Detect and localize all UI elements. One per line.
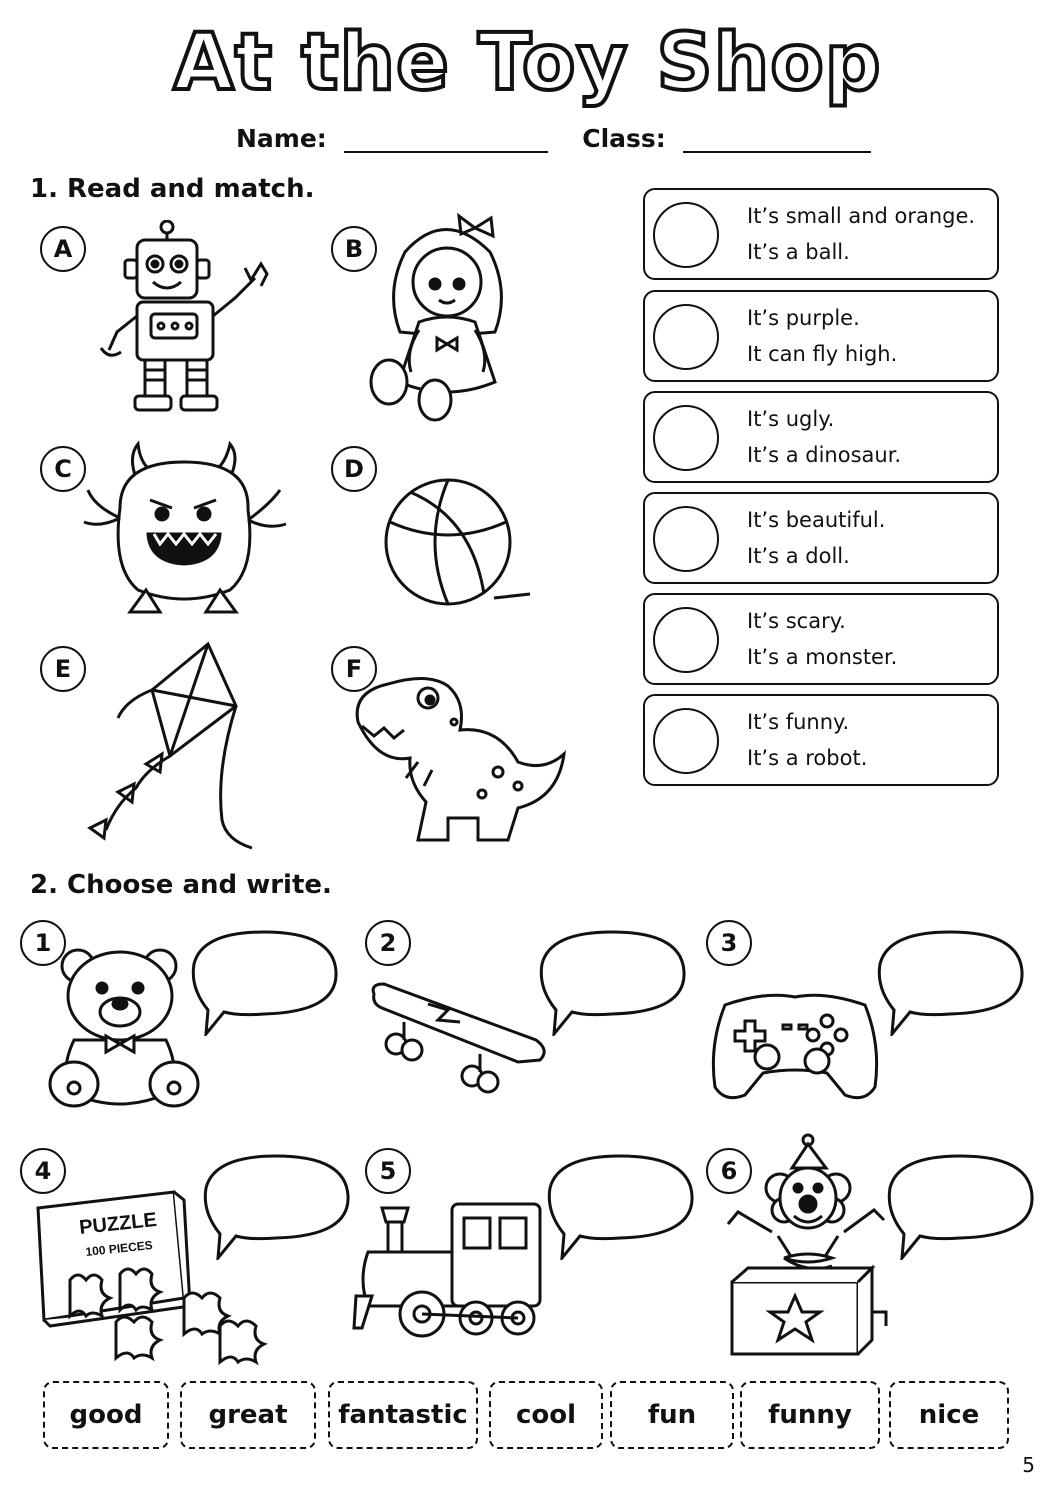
sentence-line: It’s small and orange. xyxy=(747,204,976,228)
sentence-card xyxy=(643,593,999,685)
answer-circle[interactable] xyxy=(653,708,719,774)
word-bank-fantastic[interactable]: fantastic xyxy=(328,1381,478,1449)
letter-f: F xyxy=(331,646,377,692)
answer-circle[interactable] xyxy=(653,202,719,268)
puzzle-box-title: PUZZLE xyxy=(78,1208,158,1239)
sentence-card xyxy=(643,694,999,786)
letter-b: B xyxy=(331,226,377,272)
puzzle-box-subtitle: 100 PIECES xyxy=(84,1238,154,1259)
ball-picture xyxy=(380,478,540,608)
sentence-line: It can fly high. xyxy=(747,342,898,366)
monster-picture xyxy=(80,438,290,618)
class-label: Class: xyxy=(582,124,666,153)
puzzle-picture xyxy=(34,1188,294,1368)
answer-circle[interactable] xyxy=(653,506,719,572)
sentence-line: It’s scary. xyxy=(747,609,846,633)
skateboard-picture xyxy=(368,980,553,1095)
name-class-row xyxy=(236,124,871,153)
sentence-card xyxy=(643,492,999,584)
answer-circle[interactable] xyxy=(653,405,719,471)
sentence-line: It’s ugly. xyxy=(747,407,835,431)
speech-bubble[interactable] xyxy=(884,1152,1036,1260)
sentence-line: It’s beautiful. xyxy=(747,508,886,532)
letter-e: E xyxy=(40,646,86,692)
train-picture xyxy=(352,1196,552,1341)
number-5: 5 xyxy=(365,1148,411,1194)
word-bank-funny[interactable]: funny xyxy=(740,1381,880,1449)
number-6: 6 xyxy=(706,1148,752,1194)
answer-circle[interactable] xyxy=(653,607,719,673)
letter-c: C xyxy=(40,446,86,492)
class-blank[interactable] xyxy=(683,125,871,153)
sentence-line: It’s funny. xyxy=(747,710,850,734)
jack-in-the-box-picture xyxy=(722,1132,892,1357)
game-controller-picture xyxy=(705,985,885,1105)
robot-picture xyxy=(95,220,275,420)
section2-heading: 2. Choose and write. xyxy=(30,870,332,900)
doll-picture xyxy=(365,212,525,422)
speech-bubble[interactable] xyxy=(544,1152,696,1260)
name-label: Name: xyxy=(236,124,327,153)
number-2: 2 xyxy=(365,920,411,966)
word-bank-nice[interactable]: nice xyxy=(889,1381,1009,1449)
dinosaur-picture xyxy=(348,662,573,852)
sentence-line: It’s purple. xyxy=(747,306,860,330)
speech-bubble[interactable] xyxy=(536,928,688,1036)
word-bank-fun[interactable]: fun xyxy=(610,1381,734,1449)
number-3: 3 xyxy=(706,920,752,966)
number-1: 1 xyxy=(20,920,66,966)
number-4: 4 xyxy=(20,1148,66,1194)
speech-bubble[interactable] xyxy=(874,928,1026,1036)
word-bank-good[interactable]: good xyxy=(43,1381,169,1449)
kite-picture xyxy=(76,640,276,850)
sentence-line: It’s a robot. xyxy=(747,746,868,770)
sentence-line: It’s a monster. xyxy=(747,645,898,669)
sentence-line: It’s a doll. xyxy=(747,544,850,568)
teddy-bear-picture xyxy=(44,944,204,1114)
speech-bubble[interactable] xyxy=(188,928,340,1036)
sentence-line: It’s a ball. xyxy=(747,240,850,264)
sentence-card xyxy=(643,290,999,382)
word-bank-cool[interactable]: cool xyxy=(489,1381,603,1449)
sentence-card xyxy=(643,391,999,483)
section1-heading: 1. Read and match. xyxy=(30,174,315,204)
letter-a: A xyxy=(40,226,86,272)
word-bank-great[interactable]: great xyxy=(180,1381,316,1449)
answer-circle[interactable] xyxy=(653,304,719,370)
letter-d: D xyxy=(331,446,377,492)
sentence-card xyxy=(643,188,999,280)
page-number: 5 xyxy=(1022,1453,1035,1477)
sentence-line: It’s a dinosaur. xyxy=(747,443,902,467)
worksheet-title: At the Toy Shop xyxy=(173,18,882,108)
name-blank[interactable] xyxy=(344,125,548,153)
